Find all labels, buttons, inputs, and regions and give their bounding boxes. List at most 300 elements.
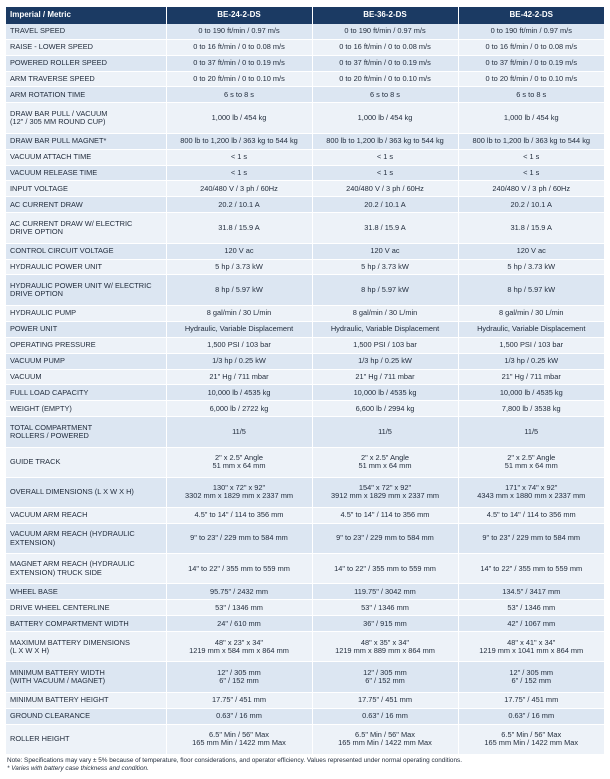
table-row — [6, 39, 604, 55]
cell-text-line: < 1 s — [523, 151, 540, 161]
cell-text-line: 8 gal/min / 30 L/min — [206, 308, 272, 318]
cell-text-line: 171" x 74" x 92" — [505, 483, 558, 493]
cell-text-line: MINIMUM BATTERY HEIGHT — [10, 694, 109, 704]
table-row — [6, 103, 604, 133]
spec-value-model-1 — [166, 275, 312, 305]
spec-value-model-2 — [312, 275, 458, 305]
table-row — [6, 385, 604, 401]
spec-value-model-2 — [312, 353, 458, 369]
cell-text-line: 14" to 22" / 355 mm to 559 mm — [334, 563, 436, 573]
footnote-specification: Note: Specifications may vary ± 5% because of temperature, floor considerations, and operator efficiency. Values represented under normal operating conditions. — [7, 757, 463, 764]
cell-text-line: 0.63" / 16 mm — [216, 710, 262, 720]
spec-label — [6, 24, 166, 39]
spec-label — [6, 554, 166, 584]
cell-text-line: Hydraulic, Variable Displacement — [184, 323, 294, 333]
cell-text-line: 800 lb to 1,200 lb / 363 kg to 544 kg — [326, 135, 444, 145]
spec-value-model-2 — [312, 71, 458, 87]
table-row — [6, 724, 604, 755]
table-row — [6, 133, 604, 149]
spec-value-model-3 — [458, 39, 604, 55]
spec-value-model-2 — [312, 523, 458, 553]
spec-label — [6, 71, 166, 87]
table-row — [6, 507, 604, 523]
spec-value-model-3 — [458, 616, 604, 632]
spec-value-model-3 — [458, 662, 604, 692]
spec-value-model-3 — [458, 55, 604, 71]
spec-value-model-1 — [166, 87, 312, 103]
cell-text-line: 17.75" / 451 mm — [504, 694, 559, 704]
table-row — [6, 616, 604, 632]
cell-text-line: 53" / 1346 mm — [507, 602, 556, 612]
spec-value-model-2 — [312, 337, 458, 353]
cell-text-line: 21" Hg / 711 mbar — [501, 371, 561, 381]
cell-text-line: 11/5 — [524, 426, 539, 436]
cell-text-line: VACUUM ARM REACH (HYDRAULIC — [10, 529, 135, 539]
spec-value-model-1 — [166, 259, 312, 275]
cell-text-line: HYDRAULIC POWER UNIT — [10, 261, 102, 271]
cell-text-line: 120 V ac — [370, 245, 400, 255]
spec-value-model-2 — [312, 507, 458, 523]
cell-text-line: < 1 s — [523, 167, 540, 177]
cell-text-line: 130" x 72" x 92" — [212, 483, 266, 493]
cell-text-line: < 1 s — [376, 167, 394, 177]
cell-text-line: 9" to 23" / 229 mm to 584 mm — [190, 533, 288, 543]
spec-value-model-1 — [166, 103, 312, 133]
spec-label — [6, 600, 166, 616]
cell-text-line: 0 to 37 ft/min / 0 to 0.19 m/s — [193, 57, 285, 67]
spec-label — [6, 353, 166, 369]
cell-text-line: 14" to 22" / 355 mm to 559 mm — [188, 563, 290, 573]
cell-text-line: 0 to 190 ft/min / 0.97 m/s — [344, 26, 426, 36]
table-row — [6, 149, 604, 165]
cell-text-line: GUIDE TRACK — [10, 457, 61, 467]
spec-label — [6, 321, 166, 337]
spec-value-model-3 — [458, 353, 604, 369]
cell-text-line: 6,000 lb / 2722 kg — [209, 403, 269, 413]
spec-value-model-2 — [312, 39, 458, 55]
table-row — [6, 24, 604, 39]
spec-value-model-2 — [312, 600, 458, 616]
cell-text-line: 9" to 23" / 229 mm to 584 mm — [336, 533, 434, 543]
cell-text-line: VACUUM ATTACH TIME — [10, 151, 92, 161]
cell-text-line: 0.63" / 16 mm — [362, 710, 408, 720]
cell-text-line: 17.75" / 451 mm — [358, 694, 412, 704]
spec-value-model-2 — [312, 24, 458, 39]
cell-text-line: 1,000 lb / 454 kg — [211, 112, 267, 122]
cell-text-line: 42" / 1067 mm — [507, 618, 556, 628]
spec-value-model-1 — [166, 369, 312, 385]
cell-text-line: 1/3 hp / 0.25 kW — [504, 355, 559, 365]
cell-text-line: 0 to 16 ft/min / 0 to 0.08 m/s — [193, 41, 285, 51]
table-row — [6, 87, 604, 103]
cell-text-line: 1/3 hp / 0.25 kW — [212, 355, 266, 365]
spec-value-model-2 — [312, 385, 458, 401]
cell-text-line: 12" / 305 mm — [509, 667, 554, 677]
spec-label — [6, 447, 166, 477]
cell-text-line: 24" / 610 mm — [217, 618, 261, 628]
spec-value-model-2 — [312, 103, 458, 133]
cell-text-line: 3912 mm x 1829 mm x 2337 mm — [330, 491, 440, 501]
table-row — [6, 523, 604, 553]
cell-text-line: HYDRAULIC PUMP — [10, 308, 77, 318]
spec-label — [6, 87, 166, 103]
cell-text-line: 8 hp / 5.97 kW — [215, 284, 263, 294]
spec-label — [6, 103, 166, 133]
spec-value-model-3 — [458, 632, 604, 662]
cell-text-line: 134.5" / 3417 mm — [502, 586, 561, 596]
cell-text-line: 1219 mm x 889 mm x 864 mm — [335, 645, 435, 655]
spec-value-model-3 — [458, 554, 604, 584]
spec-label — [6, 259, 166, 275]
spec-value-model-3 — [458, 337, 604, 353]
cell-text-line: MINIMUM BATTERY WIDTH — [10, 667, 105, 677]
cell-text-line: Hydraulic, Variable Displacement — [330, 323, 440, 333]
cell-text-line: OVERALL DIMENSIONS (L X W X H) — [10, 487, 134, 497]
spec-label — [6, 197, 166, 213]
spec-value-model-1 — [166, 39, 312, 55]
spec-value-model-1 — [166, 447, 312, 477]
table-row — [6, 71, 604, 87]
cell-text-line: 51 mm x 64 mm — [212, 461, 266, 471]
cell-text-line: 165 mm Min / 1422 mm Max — [338, 738, 432, 748]
spec-value-model-3 — [458, 417, 604, 447]
spec-value-model-2 — [312, 369, 458, 385]
cell-text-line: EXTENSION) TRUCK SIDE — [10, 567, 102, 577]
cell-text-line: 4.5" to 14" / 114 to 356 mm — [194, 510, 284, 520]
spec-value-model-3 — [458, 385, 604, 401]
spec-label — [6, 507, 166, 523]
table-row — [6, 662, 604, 692]
spec-value-model-1 — [166, 584, 312, 600]
cell-text-line: WHEEL BASE — [10, 586, 58, 596]
spec-value-model-2 — [312, 149, 458, 165]
specification-table — [6, 7, 604, 755]
spec-label — [6, 523, 166, 553]
cell-text-line: 20.2 / 10.1 A — [364, 199, 406, 209]
cell-text-line: 1,500 PSI / 103 bar — [353, 339, 417, 349]
spec-value-model-1 — [166, 477, 312, 507]
cell-text-line: 8 gal/min / 30 L/min — [499, 308, 564, 318]
cell-text-line: 5 hp / 3.73 kW — [507, 261, 556, 271]
table-row — [6, 692, 604, 708]
spec-value-model-3 — [458, 71, 604, 87]
spec-value-model-1 — [166, 55, 312, 71]
spec-label — [6, 632, 166, 662]
cell-text-line: 120 V ac — [224, 245, 254, 255]
spec-value-model-2 — [312, 321, 458, 337]
spec-value-model-1 — [166, 243, 312, 259]
spec-label — [6, 385, 166, 401]
cell-text-line: 7,800 lb / 3538 kg — [501, 403, 561, 413]
spec-value-model-1 — [166, 724, 312, 755]
spec-value-model-3 — [458, 181, 604, 197]
table-row — [6, 584, 604, 600]
cell-text-line: 17.75" / 451 mm — [212, 694, 266, 704]
table-row — [6, 353, 604, 369]
cell-text-line: 165 mm Min / 1422 mm Max — [192, 738, 286, 748]
cell-text-line: 1,000 lb / 454 kg — [357, 112, 413, 122]
cell-text-line: 1,500 PSI / 103 bar — [207, 339, 271, 349]
spec-value-model-1 — [166, 417, 312, 447]
cell-text-line: 240/480 V / 3 ph / 60Hz — [200, 183, 278, 193]
spec-value-model-1 — [166, 149, 312, 165]
spec-value-model-1 — [166, 523, 312, 553]
spec-value-model-2 — [312, 692, 458, 708]
table-row — [6, 259, 604, 275]
cell-text-line: 8 hp / 5.97 kW — [507, 284, 556, 294]
spec-value-model-2 — [312, 87, 458, 103]
cell-text-line: 6 s to 8 s — [516, 89, 547, 99]
footnotes — [7, 757, 605, 774]
spec-value-model-3 — [458, 133, 604, 149]
spec-value-model-1 — [166, 133, 312, 149]
cell-text-line: ARM TRAVERSE SPEED — [10, 73, 95, 83]
cell-text-line: 6 s to 8 s — [224, 89, 254, 99]
cell-text-line: 4.5" to 14" / 114 to 356 mm — [486, 510, 576, 520]
cell-text-line: DRAW BAR PULL MAGNET* — [10, 135, 107, 145]
cell-text-line: 12" / 305 mm — [363, 667, 407, 677]
table-row — [6, 337, 604, 353]
cell-text-line: 0 to 37 ft/min / 0 to 0.19 m/s — [339, 57, 431, 67]
table-row — [6, 305, 604, 321]
cell-text-line: 9" to 23" / 229 mm to 584 mm — [482, 533, 581, 543]
cell-text-line: 10,000 lb / 4535 kg — [499, 387, 563, 397]
cell-text-line: < 1 s — [376, 151, 394, 161]
cell-text-line: VACUUM — [10, 371, 42, 381]
table-header-row — [6, 7, 604, 24]
cell-text-line: 5 hp / 3.73 kW — [361, 261, 409, 271]
spec-label — [6, 149, 166, 165]
cell-text-line: BATTERY COMPARTMENT WIDTH — [10, 618, 129, 628]
spec-value-model-1 — [166, 305, 312, 321]
cell-text-line: DRIVE OPTION — [10, 289, 63, 299]
cell-text-line: 5 hp / 3.73 kW — [215, 261, 263, 271]
cell-text-line: 1219 mm x 584 mm x 864 mm — [189, 645, 289, 655]
cell-text-line: HYDRAULIC POWER UNIT W/ ELECTRIC — [10, 280, 152, 290]
cell-text-line: 48" x 41" x 34" — [507, 637, 556, 647]
cell-text-line: AC CURRENT DRAW W/ ELECTRIC — [10, 218, 133, 228]
cell-text-line: 0 to 190 ft/min / 0.97 m/s — [198, 26, 280, 36]
spec-value-model-2 — [312, 616, 458, 632]
cell-text-line: 0 to 16 ft/min / 0 to 0.08 m/s — [339, 41, 431, 51]
cell-text-line: ARM ROTATION TIME — [10, 89, 86, 99]
spec-label — [6, 724, 166, 755]
cell-text-line: 95.75" / 2432 mm — [209, 586, 269, 596]
spec-label — [6, 305, 166, 321]
cell-text-line: 20.2 / 10.1 A — [510, 199, 552, 209]
spec-value-model-3 — [458, 401, 604, 417]
cell-text-line: 48" x 23" x 34" — [214, 637, 264, 647]
header-model-2: BE-36-2-DS — [312, 7, 458, 24]
cell-text-line: (L X W X H) — [10, 645, 50, 655]
spec-value-model-2 — [312, 724, 458, 755]
spec-value-model-1 — [166, 616, 312, 632]
spec-value-model-1 — [166, 632, 312, 662]
spec-label — [6, 662, 166, 692]
cell-text-line: 11/5 — [378, 426, 392, 436]
cell-text-line: 6" / 152 mm — [511, 675, 552, 685]
cell-text-line: CONTROL CIRCUIT VOLTAGE — [10, 245, 114, 255]
cell-text-line: 0.63" / 16 mm — [508, 710, 555, 720]
spec-value-model-2 — [312, 662, 458, 692]
cell-text-line: 11/5 — [232, 426, 246, 436]
cell-text-line: 6,600 lb / 2994 kg — [355, 403, 415, 413]
table-row — [6, 321, 604, 337]
spec-value-model-3 — [458, 24, 604, 39]
cell-text-line: POWERED ROLLER SPEED — [10, 57, 107, 67]
cell-text-line: 21" Hg / 711 mbar — [355, 371, 415, 381]
spec-value-model-2 — [312, 197, 458, 213]
cell-text-line: AC CURRENT DRAW — [10, 199, 83, 209]
cell-text-line: 6.5" Min / 56" Max — [501, 729, 562, 739]
cell-text-line: 2" x 2.5" Angle — [507, 452, 556, 462]
spec-value-model-3 — [458, 87, 604, 103]
cell-text-line: VACUUM ARM REACH — [10, 510, 88, 520]
cell-text-line: 0 to 20 ft/min / 0 to 0.10 m/s — [193, 73, 285, 83]
cell-text-line: 6.5" Min / 56" Max — [355, 729, 415, 739]
spec-value-model-2 — [312, 417, 458, 447]
cell-text-line: 119.75" / 3042 mm — [354, 586, 416, 596]
cell-text-line: 1219 mm x 1041 mm x 864 mm — [479, 645, 584, 655]
spec-value-model-1 — [166, 197, 312, 213]
spec-value-model-3 — [458, 103, 604, 133]
cell-text-line: MAGNET ARM REACH (HYDRAULIC — [10, 559, 135, 569]
cell-text-line: DRIVE WHEEL CENTERLINE — [10, 602, 110, 612]
cell-text-line: 14" to 22" / 355 mm to 559 mm — [480, 563, 583, 573]
spec-value-model-2 — [312, 259, 458, 275]
cell-text-line: 120 V ac — [516, 245, 546, 255]
table-row — [6, 477, 604, 507]
cell-text-line: 165 mm Min / 1422 mm Max — [484, 738, 579, 748]
spec-value-model-3 — [458, 197, 604, 213]
spec-label — [6, 692, 166, 708]
cell-text-line: 48" x 35" x 34" — [360, 637, 410, 647]
cell-text-line: < 1 s — [230, 151, 248, 161]
spec-value-model-3 — [458, 600, 604, 616]
table-row — [6, 447, 604, 477]
spec-label — [6, 708, 166, 724]
table-row — [6, 417, 604, 447]
spec-value-model-2 — [312, 477, 458, 507]
cell-text-line: 0 to 16 ft/min / 0 to 0.08 m/s — [485, 41, 578, 51]
cell-text-line: 8 gal/min / 30 L/min — [352, 308, 418, 318]
spec-value-model-1 — [166, 385, 312, 401]
cell-text-line: 36" / 915 mm — [363, 618, 407, 628]
spec-value-model-1 — [166, 24, 312, 39]
cell-text-line: EXTENSION) — [10, 537, 56, 547]
cell-text-line: 51 mm x 64 mm — [504, 461, 558, 471]
spec-value-model-2 — [312, 447, 458, 477]
cell-text-line: WEIGHT (EMPTY) — [10, 403, 72, 413]
spec-label — [6, 417, 166, 447]
spec-value-model-3 — [458, 321, 604, 337]
cell-text-line: 0 to 190 ft/min / 0.97 m/s — [490, 26, 572, 36]
spec-value-model-3 — [458, 724, 604, 755]
spec-value-model-1 — [166, 321, 312, 337]
cell-text-line: VACUUM PUMP — [10, 355, 65, 365]
cell-text-line: INPUT VOLTAGE — [10, 183, 68, 193]
cell-text-line: 8 hp / 5.97 kW — [361, 284, 409, 294]
spec-label — [6, 369, 166, 385]
cell-text-line: MAXIMUM BATTERY DIMENSIONS — [10, 637, 130, 647]
spec-value-model-3 — [458, 243, 604, 259]
spec-value-model-3 — [458, 213, 604, 243]
spec-value-model-1 — [166, 708, 312, 724]
spec-value-model-1 — [166, 181, 312, 197]
cell-text-line: 21" Hg / 711 mbar — [209, 371, 269, 381]
cell-text-line: 0 to 20 ft/min / 0 to 0.10 m/s — [485, 73, 578, 83]
cell-text-line: OPERATING PRESSURE — [10, 339, 96, 349]
spec-label — [6, 616, 166, 632]
cell-text-line: 31.8 / 15.9 A — [364, 222, 406, 232]
cell-text-line: 10,000 lb / 4535 kg — [207, 387, 271, 397]
spec-value-model-1 — [166, 554, 312, 584]
spec-value-model-1 — [166, 507, 312, 523]
table-row — [6, 554, 604, 584]
cell-text-line: 2" x 2.5" Angle — [215, 452, 263, 462]
spec-label — [6, 213, 166, 243]
cell-text-line: RAISE - LOWER SPEED — [10, 41, 93, 51]
spec-label — [6, 401, 166, 417]
cell-text-line: ROLLERS / POWERED — [10, 430, 89, 440]
cell-text-line: FULL LOAD CAPACITY — [10, 387, 89, 397]
spec-value-model-1 — [166, 165, 312, 181]
spec-value-model-2 — [312, 584, 458, 600]
cell-text-line: VACUUM RELEASE TIME — [10, 167, 98, 177]
cell-text-line: 4343 mm x 1880 mm x 2337 mm — [477, 491, 586, 501]
table-row — [6, 632, 604, 662]
spec-label — [6, 39, 166, 55]
table-row — [6, 165, 604, 181]
table-row — [6, 708, 604, 724]
cell-text-line: 6" / 152 mm — [219, 675, 259, 685]
spec-label — [6, 55, 166, 71]
cell-text-line: 4.5" to 14" / 114 to 356 mm — [340, 510, 430, 520]
spec-value-model-2 — [312, 554, 458, 584]
spec-value-model-3 — [458, 369, 604, 385]
cell-text-line: 10,000 lb / 4535 kg — [353, 387, 417, 397]
spec-value-model-3 — [458, 447, 604, 477]
spec-label — [6, 584, 166, 600]
spec-value-model-3 — [458, 305, 604, 321]
cell-text-line: 6.5" Min / 56" Max — [209, 729, 269, 739]
cell-text-line: DRAW BAR PULL / VACUUM — [10, 108, 108, 118]
header-model-1: BE-24-2-DS — [166, 7, 312, 24]
cell-text-line: 800 lb to 1,200 lb / 363 kg to 544 kg — [472, 135, 591, 145]
cell-text-line: 800 lb to 1,200 lb / 363 kg to 544 kg — [180, 135, 298, 145]
spec-value-model-1 — [166, 692, 312, 708]
spec-value-model-1 — [166, 71, 312, 87]
spec-label — [6, 133, 166, 149]
cell-text-line: 0 to 20 ft/min / 0 to 0.10 m/s — [339, 73, 431, 83]
spec-value-model-2 — [312, 305, 458, 321]
cell-text-line: 51 mm x 64 mm — [358, 461, 412, 471]
cell-text-line: 1,000 lb / 454 kg — [503, 112, 559, 122]
spec-label — [6, 243, 166, 259]
cell-text-line: 154" x 72" x 92" — [358, 483, 412, 493]
spec-value-model-1 — [166, 213, 312, 243]
spec-value-model-3 — [458, 477, 604, 507]
cell-text-line: < 1 s — [230, 167, 248, 177]
spec-value-model-3 — [458, 692, 604, 708]
cell-text-line: 240/480 V / 3 ph / 60Hz — [346, 183, 424, 193]
spec-value-model-2 — [312, 213, 458, 243]
spec-label — [6, 181, 166, 197]
spec-value-model-2 — [312, 181, 458, 197]
cell-text-line: Hydraulic, Variable Displacement — [477, 323, 586, 333]
table-row — [6, 369, 604, 385]
table-row — [6, 55, 604, 71]
